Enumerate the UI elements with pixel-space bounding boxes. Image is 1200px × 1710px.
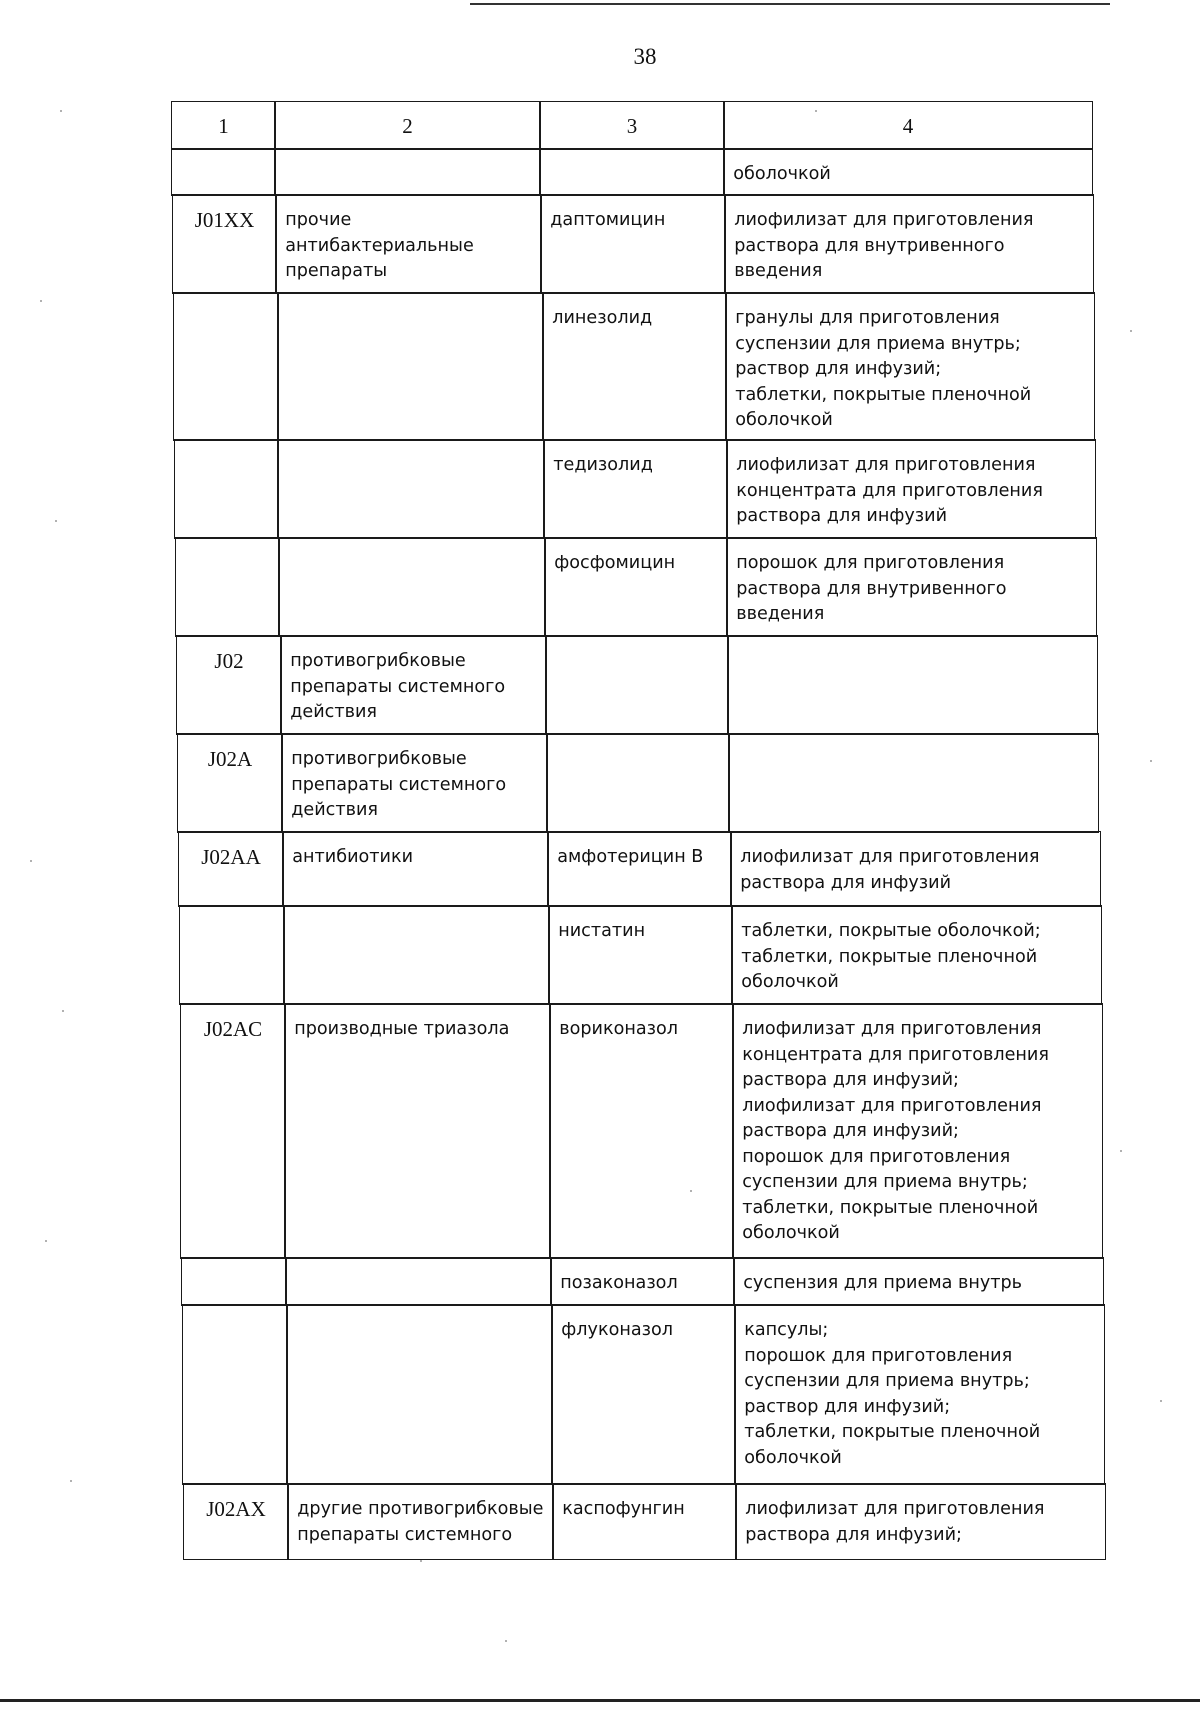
- table-cell-form: порошок для приготовления раствора для внутривенного введения: [726, 537, 1097, 637]
- table-cell-form: [727, 635, 1098, 735]
- table-cell-group: другие противогрибковые препараты системного: [287, 1483, 554, 1560]
- table-cell-code: J02A: [177, 733, 283, 833]
- table-cell-group: производные триазола: [284, 1003, 551, 1259]
- table-cell-form: оболочкой: [723, 148, 1093, 196]
- table-cell-code: [181, 1257, 287, 1306]
- table-cell-drug: даптомицин: [540, 194, 726, 294]
- table-cell-group: [285, 1257, 552, 1306]
- table-cell-group: [277, 292, 544, 441]
- scan-speck: [1120, 1150, 1122, 1152]
- scan-speck: [30, 860, 32, 862]
- scan-speck: [60, 110, 62, 112]
- table-cell-drug: фосфомицин: [544, 537, 728, 637]
- table-cell-code: [175, 537, 280, 637]
- scan-speck: [420, 1560, 422, 1562]
- table-cell-group: [277, 439, 545, 539]
- scan-speck: [40, 300, 42, 302]
- table-cell-form: таблетки, покрытые оболочкой; таблетки, покрытые пленочной оболочкой: [731, 905, 1102, 1005]
- scan-speck: [505, 1640, 507, 1642]
- table-cell-drug: амфотерицин В: [547, 831, 732, 907]
- scan-speck: [62, 1010, 64, 1012]
- scan-speck: [815, 110, 817, 112]
- table-cell-form: лиофилизат для приготовления концентрата для приготовления раствора для инфузий: [726, 439, 1096, 539]
- table-cell-form: лиофилизат для приготовления раствора для инфузий;: [735, 1483, 1106, 1560]
- scan-speck: [1130, 330, 1132, 332]
- scan-speck: [1150, 760, 1152, 762]
- table-cell-drug: [539, 148, 725, 196]
- table-cell-drug: каспофунгин: [552, 1483, 737, 1560]
- table-cell-code: J02: [176, 635, 282, 735]
- table-cell-drug: [546, 733, 730, 833]
- scan-speck: [45, 1240, 47, 1242]
- page-number: 38: [633, 44, 657, 69]
- table-cell-form: [728, 733, 1099, 833]
- column-header-4: 4: [723, 101, 1093, 150]
- table-cell-code: [182, 1304, 288, 1485]
- table-cell-code: J02AX: [183, 1483, 289, 1560]
- table-cell-code: [174, 439, 279, 539]
- scan-speck: [690, 1190, 692, 1192]
- table-cell-code: [171, 148, 276, 196]
- table-cell-form: лиофилизат для приготовления раствора для внутривенного введения: [724, 194, 1094, 294]
- table-cell-drug: вориконазол: [549, 1003, 734, 1259]
- table-cell-code: [173, 292, 279, 441]
- table-cell-form: суспензия для приема внутрь: [733, 1257, 1104, 1306]
- scan-top-edge-line: [470, 3, 1110, 5]
- scan-speck: [1160, 1400, 1162, 1402]
- table-cell-group: [283, 905, 550, 1005]
- table-cell-form: лиофилизат для приготовления концентрата для приготовления раствора для инфузий; лиофилизат для приготовления раствора для инфузий; порошок для приготовления суспензии для приема внутрь; таблетки, покрытые пленочной оболочкой: [732, 1003, 1103, 1259]
- scan-speck: [70, 1480, 72, 1482]
- table-cell-group: [286, 1304, 553, 1485]
- table-cell-code: [179, 905, 285, 1005]
- table-cell-code: J02AC: [180, 1003, 286, 1259]
- table-cell-group: [278, 537, 546, 637]
- table-cell-form: капсулы; порошок для приготовления суспензии для приема внутрь; раствор для инфузий; таблетки, покрытые пленочной оболочкой: [734, 1304, 1105, 1485]
- table-cell-drug: линезолид: [542, 292, 727, 441]
- column-header-1: 1: [171, 101, 276, 150]
- column-header-2: 2: [274, 101, 541, 150]
- table-cell-form: лиофилизат для приготовления раствора для инфузий: [730, 831, 1101, 907]
- scan-speck: [55, 520, 57, 522]
- table-cell-drug: флуконазол: [551, 1304, 736, 1485]
- table-cell-code: J02AA: [178, 831, 284, 907]
- scan-bottom-edge-line: [0, 1699, 1200, 1702]
- table-cell-group: противогрибковые препараты системного действия: [281, 733, 548, 833]
- table-cell-drug: позаконазол: [550, 1257, 735, 1306]
- table-cell-drug: [545, 635, 729, 735]
- table-cell-drug: нистатин: [548, 905, 733, 1005]
- table-cell-form: гранулы для приготовления суспензии для приема внутрь; раствор для инфузий; таблетки, покрытые пленочной оболочкой: [725, 292, 1095, 441]
- column-header-3: 3: [539, 101, 725, 150]
- table-cell-group: антибиотики: [282, 831, 549, 907]
- table-cell-code: J01XX: [172, 194, 277, 294]
- table-cell-group: [274, 148, 541, 196]
- table-cell-group: прочие антибактериальные препараты: [275, 194, 542, 294]
- table-cell-drug: тедизолид: [543, 439, 728, 539]
- table-cell-group: противогрибковые препараты системного действия: [280, 635, 547, 735]
